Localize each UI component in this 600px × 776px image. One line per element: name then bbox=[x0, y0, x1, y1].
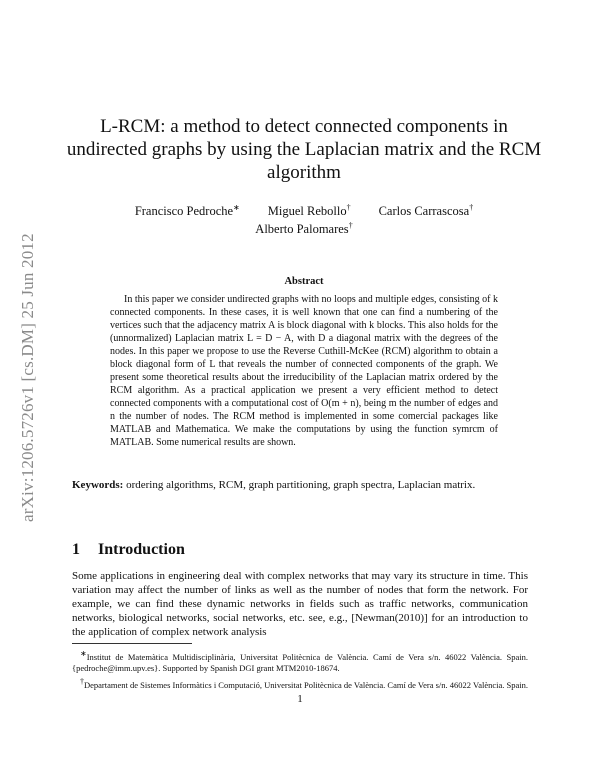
author: Francisco Pedroche∗ bbox=[134, 203, 240, 219]
author-list bbox=[60, 203, 548, 237]
paper-title: L-RCM: a method to detect connected components in undirected graphs by using the Laplacian matrix and the RCM algorithm bbox=[66, 116, 542, 183]
abstract-body: In this paper we consider undirected graphs with no loops and multiple edges, consisting of k connected components. In these cases, it is well known that one can find a numbering of the vertices such that the adjacency matrix A is block diagonal with k blocks. This also holds for the (unnormalized) Laplacian matrix L = D − A, with D a diagonal matrix with the degrees of the nodes. In this paper we propose to use the Reverse Cuthill-McKee (RCM) algorithm to obtain a block diagonal form of L that reveals the number of connected components of the graph. We present some theoretical results about the irreducibility of the Laplacian matrix ordered by the RCM algorithm. As a practical application we present a very efficient method to detect connected components with a computational cost of O(m + n), being m the number of edges and n the number of nodes. The RCM method is implemented in some comercial packages like MATLAB and Mathematica. We make the computations by using the function symrcm of MATLAB. Some numerical results are shown. bbox=[110, 294, 498, 448]
introduction-paragraph: Some applications in engineering deal with complex networks that may vary its structure in time. This variation may affect the number of links as well as the number of nodes that form the network. For example, we can find these dynamic networks in fields such as traffic networks, communication networks, biological networks, social networks, etc. see, e.g., [Newman(2010)] for an introduction to the application of complex network analysis bbox=[72, 570, 528, 638]
section-number: 1 bbox=[72, 541, 80, 558]
keywords-text: ordering algorithms, RCM, graph partitioning, graph spectra, Laplacian matrix. bbox=[126, 479, 476, 491]
abstract-heading: Abstract bbox=[284, 276, 324, 287]
footnote: †Departament de Sistemes Informàtics i Computació, Universitat Politècnica de València. Camí de Vera s/n. 46022 València. Spain. bbox=[80, 676, 529, 690]
author: Alberto Palomares† bbox=[255, 221, 353, 237]
arxiv-identifier: arXiv:1206.5726v1 [cs.DM] 25 Jun 2012 bbox=[18, 233, 37, 522]
keywords bbox=[72, 478, 528, 493]
footnote-rule bbox=[72, 643, 192, 644]
keywords-label: Keywords: bbox=[72, 479, 124, 491]
footnotes bbox=[72, 648, 528, 693]
section-title: Introduction bbox=[98, 541, 185, 558]
section-heading bbox=[72, 541, 185, 559]
footnote: ∗Institut de Matemàtica Multidisciplinària, Universitat Politècnica de València. Camí de Vera s/n. 46022 València. Spain. {pedroche@imm.upv.es}. Supported by Spanish DGI grant MTM2010-18674. bbox=[72, 649, 528, 673]
author: Carlos Carrascosa† bbox=[378, 203, 474, 219]
page-number: 1 bbox=[297, 693, 303, 705]
author: Miguel Rebollo† bbox=[267, 203, 351, 219]
